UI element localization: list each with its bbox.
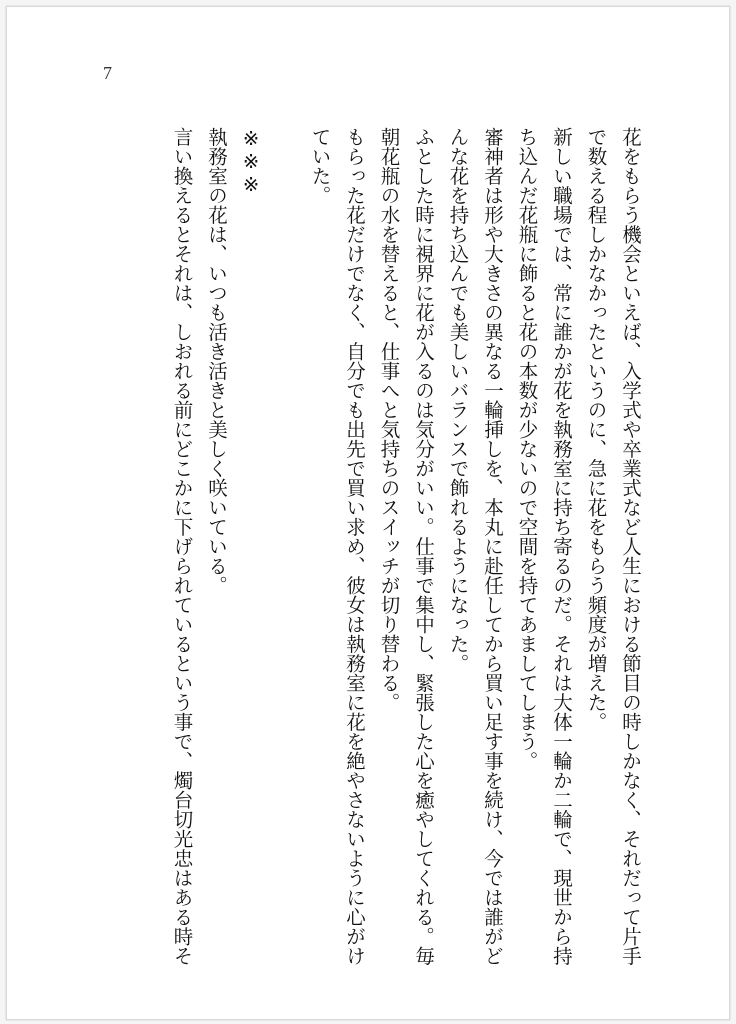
text-line: んな花を持ち込んでも美しいバランスで飾れるようになった。 [446,127,470,673]
text-line: 新しい職場では、常に誰かが花を執務室に持ち寄るのだ。それは大体一輪か二輪で、現世から持 [550,127,573,966]
page-number: 7 [103,63,112,83]
blank-line [268,127,303,947]
vertical-body-text [164,127,647,966]
text-line: 朝花瓶の水を替えると、仕事へと気持ちのスイッチが切り替わる。 [377,127,401,712]
text-line: ていた。 [308,127,332,205]
text-line: 言い換えるとそれは、しおれる前にどこかに下げられているという事で、燭台切光忠はある時そ [170,127,194,966]
text-line: 執務室の花は、いつも活き活きと美しく咲いている。 [205,127,228,595]
section-break: ※※※ [239,127,263,196]
text-line: ち込んだ花瓶に飾ると花の本数が少ないので空間を持てあましてしまう。 [515,127,539,771]
document-page [6,6,730,1020]
text-line: ふとした時に視界に花が入るのは気分がいい。仕事で集中し、緊張した心を癒やしてくれる。毎 [412,127,435,966]
text-line: で数える程しかなかったというのに、急に花をもらう頻度が増えた。 [584,127,608,732]
text-line: 審神者は形や大きさの異なる一輪挿しを、本丸に赴任してから買い足す事を続け、今では誰がど [481,127,504,966]
text-line: もらった花だけでなく、自分でも出先で買い求め、彼女は執務室に花を絶やさないように心がけ [343,127,366,966]
text-line: 花をもらう機会といえば、入学式や卒業式など人生における節目の時しかなく、それだって片手 [619,127,642,966]
